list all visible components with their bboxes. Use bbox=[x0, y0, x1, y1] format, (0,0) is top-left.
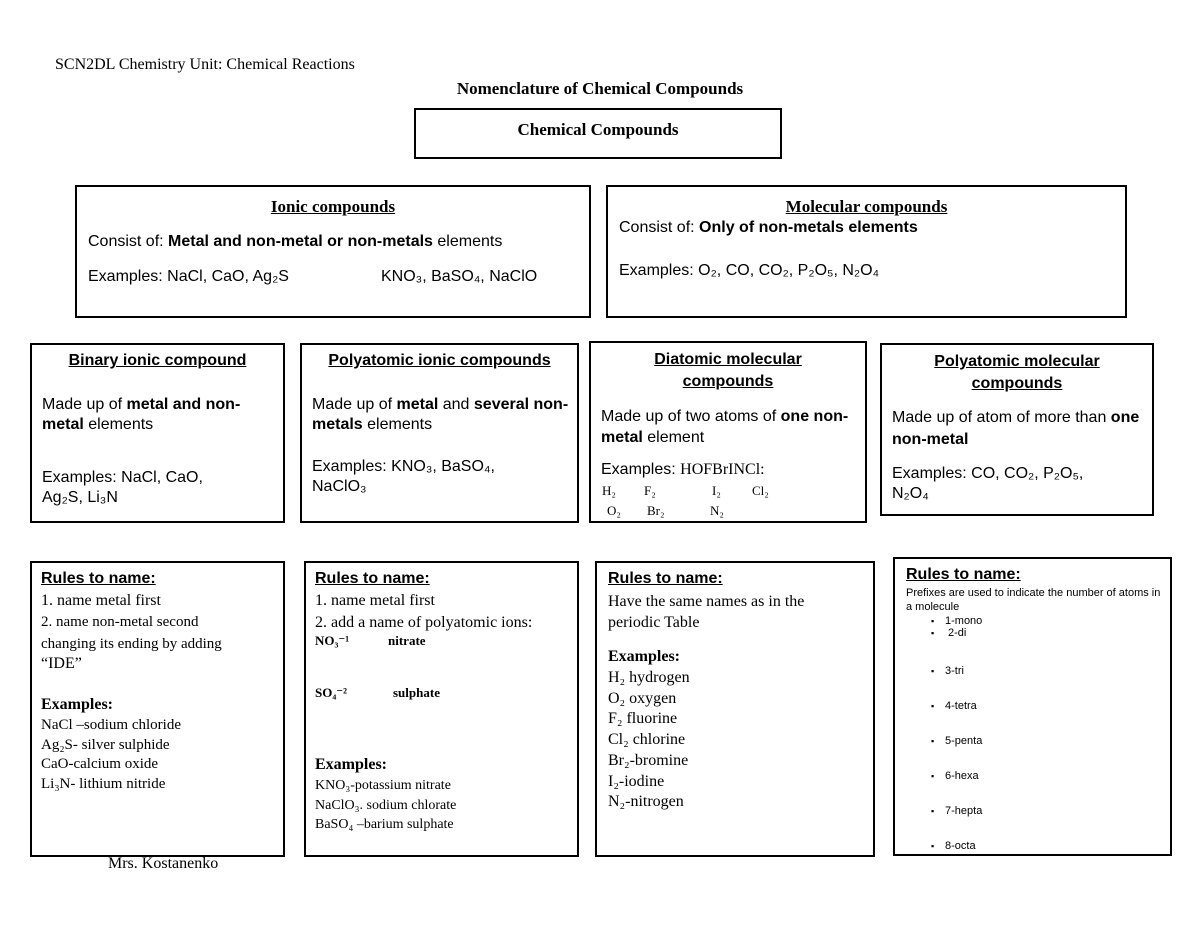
ion-sulphate-formula: SO₄⁻² bbox=[315, 685, 347, 700]
rules-diatomic-examples-label: Examples: bbox=[608, 648, 680, 665]
diatomic-examples-label: Examples: bbox=[601, 461, 681, 478]
ion-sulphate-name: sulphate bbox=[393, 685, 440, 700]
rules-diatomic-examples bbox=[608, 668, 690, 813]
binary-desc-prefix: Made up of bbox=[42, 396, 127, 413]
molecular-title: Molecular compounds bbox=[785, 197, 948, 216]
formula-o2: O₂ bbox=[607, 503, 621, 518]
molecular-examples: Examples: O₂, CO, CO₂, P₂O₅, N₂O₄ bbox=[619, 262, 880, 279]
poly-desc-mid: and bbox=[438, 396, 474, 413]
example-hydrogen: H₂ hydrogen bbox=[608, 669, 690, 686]
rules-polyatomic-line2: 2. add a name of polyatomic ions: bbox=[315, 614, 533, 631]
ionic-consist-prefix: Consist of: bbox=[88, 233, 169, 250]
binary-ionic-desc bbox=[42, 395, 277, 435]
polyatomic-molecular-box bbox=[880, 343, 1154, 516]
example-oxygen: O₂ oxygen bbox=[608, 689, 677, 707]
binary-ionic-box bbox=[30, 343, 285, 523]
polymol-examples-line2: N₂O₄ bbox=[892, 485, 929, 502]
rules-molecular-box bbox=[893, 557, 1172, 856]
rules-binary-line2b: changing its ending by adding bbox=[41, 636, 222, 652]
rules-diatomic-line1: Have the same names as in the bbox=[608, 593, 805, 610]
example-iodine: I₂-iodine bbox=[608, 772, 665, 790]
ionic-examples: Examples: NaCl, CaO, Ag₂S bbox=[88, 268, 289, 285]
rules-binary-line2a: 2. name non-metal second bbox=[41, 614, 199, 630]
molecular-consist-bold: Only of non-metals elements bbox=[699, 219, 918, 236]
rules-binary-box bbox=[30, 561, 285, 857]
polymol-examples-line1: Examples: CO, CO₂, P₂O₅, bbox=[892, 465, 1084, 482]
prefix-item: ▪ 4-tetra bbox=[895, 700, 977, 712]
rules-binary-examples-label: Examples: bbox=[41, 696, 113, 713]
binary-ionic-title: Binary ionic compound bbox=[68, 352, 247, 369]
molecular-consist bbox=[619, 219, 918, 237]
example-nitrogen: N₂-nitrogen bbox=[608, 793, 684, 811]
poly-desc-bold1: metal bbox=[396, 396, 439, 413]
poly-examples-line2: NaClO₃ bbox=[312, 478, 367, 495]
prefix-item: ▪ 8-octa bbox=[895, 840, 976, 852]
formula-br2: Br₂ bbox=[647, 503, 665, 518]
prefix-item: ▪ 5-penta bbox=[895, 735, 982, 747]
ion-nitrate-name: nitrate bbox=[388, 633, 426, 648]
formula-f2: F₂ bbox=[644, 483, 656, 498]
poly-desc-suffix: elements bbox=[362, 416, 433, 433]
rules-molecular-title: Rules to name: bbox=[906, 566, 1021, 583]
diatomic-title: Diatomic molecular compounds bbox=[654, 351, 802, 390]
diatomic-desc-suffix: element bbox=[642, 429, 705, 446]
rules-polyatomic-examples-label: Examples: bbox=[315, 756, 387, 773]
rules-binary-examples bbox=[41, 716, 181, 794]
page-title: Nomenclature of Chemical Compounds bbox=[456, 79, 744, 98]
diatomic-examples-code: HOFBrINCl: bbox=[680, 461, 765, 478]
diatomic-formula-grid bbox=[591, 483, 865, 523]
rules-molecular-intro: Prefixes are used to indicate the number of atoms in a molecule bbox=[906, 587, 1161, 613]
polymol-desc-prefix: Made up of atom of more than bbox=[892, 409, 1111, 426]
poly-desc-bold2: several non-metals bbox=[312, 396, 569, 433]
formula-n2: N₂ bbox=[710, 503, 724, 518]
example-chlorine: Cl₂ chlorine bbox=[608, 731, 686, 749]
prefix-item: ▪ 2-di bbox=[895, 627, 966, 639]
poly-desc-prefix: Made up of bbox=[312, 396, 397, 413]
prefix-item: ▪ 3-tri bbox=[895, 665, 964, 677]
course-header: SCN2DL Chemistry Unit: Chemical Reactions bbox=[55, 56, 355, 73]
rules-binary-line2c: “IDE” bbox=[41, 655, 82, 672]
molecular-compounds-box bbox=[606, 185, 1127, 318]
example-cao: CaO-calcium oxide bbox=[41, 756, 159, 772]
rules-diatomic-text bbox=[608, 591, 804, 633]
binary-examples-line1: Examples: NaCl, CaO, bbox=[42, 469, 203, 486]
formula-h2: H₂ bbox=[602, 483, 616, 498]
ionic-compounds-box bbox=[75, 185, 591, 318]
rules-polyatomic-examples bbox=[315, 776, 456, 835]
polyatomic-molecular-examples bbox=[892, 464, 1083, 504]
diatomic-examples bbox=[601, 461, 765, 479]
rules-polyatomic-box bbox=[304, 561, 579, 857]
formula-cl2: Cl₂ bbox=[752, 483, 769, 498]
poly-examples-line1: Examples: KNO₃, BaSO₄, bbox=[312, 458, 495, 475]
ionic-consist-suffix: elements bbox=[432, 233, 503, 250]
author-footer: Mrs. Kostanenko bbox=[108, 855, 219, 872]
example-li3n: Li₃N- lithium nitride bbox=[41, 775, 166, 792]
prefix-item: ▪ 6-hexa bbox=[895, 770, 979, 782]
rules-diatomic-box bbox=[595, 561, 875, 857]
example-baso4: BaSO₄ –barium sulphate bbox=[315, 817, 454, 832]
polymol-desc-bold: one non-metal bbox=[892, 409, 1140, 448]
diatomic-desc-prefix: Made up of two atoms of bbox=[601, 408, 781, 425]
example-bromine: Br₂-bromine bbox=[608, 751, 689, 769]
ionic-title: Ionic compounds bbox=[270, 197, 396, 216]
polyatomic-ionic-desc bbox=[312, 395, 570, 435]
rules-binary-line1: 1. name metal first bbox=[41, 592, 161, 609]
molecular-consist-prefix: Consist of: bbox=[619, 219, 700, 236]
chemical-compounds-box bbox=[414, 108, 782, 159]
diatomic-desc bbox=[601, 406, 859, 448]
rules-polyatomic-title: Rules to name: bbox=[315, 570, 430, 587]
polyatomic-ionic-title: Polyatomic ionic compounds bbox=[328, 352, 551, 369]
example-ag2s: Ag₂S- silver sulphide bbox=[41, 736, 170, 753]
binary-desc-bold: metal and non-metal bbox=[42, 396, 241, 433]
polyatomic-ionic-examples bbox=[312, 457, 495, 497]
polyatomic-molecular-title: Polyatomic molecular compounds bbox=[934, 353, 1100, 392]
example-naclo3: NaClO₃. sodium chlorate bbox=[315, 797, 457, 813]
ion-nitrate-formula: NO₃⁻¹ bbox=[315, 633, 350, 648]
polyatomic-ionic-box bbox=[300, 343, 579, 523]
rules-polyatomic-line1: 1. name metal first bbox=[315, 592, 435, 609]
binary-examples-line2: Ag₂S, Li₃N bbox=[42, 489, 118, 506]
diatomic-desc-bold: one non-metal bbox=[601, 408, 849, 446]
polyatomic-molecular-desc bbox=[892, 407, 1147, 451]
ionic-consist bbox=[88, 233, 502, 251]
example-fluorine: F₂ fluorine bbox=[608, 710, 678, 728]
prefix-item: ▪ 1-mono bbox=[895, 615, 982, 627]
example-kno3: KNO₃-potassium nitrate bbox=[315, 778, 451, 793]
example-nacl: NaCl –sodium chloride bbox=[41, 717, 181, 733]
prefix-item: ▪ 7-hepta bbox=[895, 805, 982, 817]
ionic-consist-bold: Metal and non-metal or non-metals bbox=[168, 233, 433, 250]
binary-desc-suffix: elements bbox=[83, 416, 154, 433]
formula-i2: I₂ bbox=[712, 483, 721, 498]
chemical-compounds-label: Chemical Compounds bbox=[517, 120, 679, 139]
ionic-examples-2: KNO₃, BaSO₄, NaClO bbox=[381, 268, 538, 285]
binary-ionic-examples bbox=[42, 468, 203, 508]
rules-diatomic-title: Rules to name: bbox=[608, 570, 723, 587]
rules-diatomic-line2: periodic Table bbox=[608, 614, 700, 631]
diatomic-box bbox=[589, 341, 867, 523]
rules-binary-title: Rules to name: bbox=[41, 570, 156, 587]
